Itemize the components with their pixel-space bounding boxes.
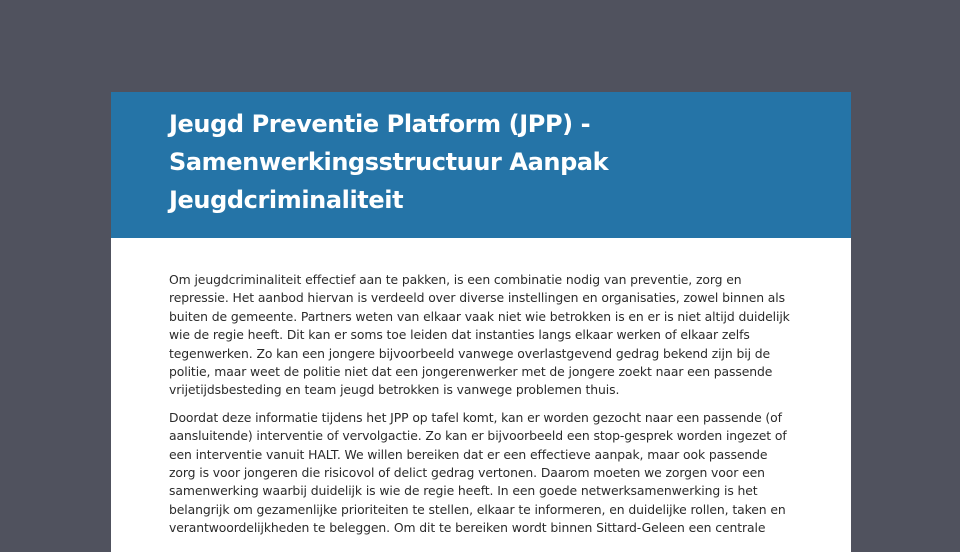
paragraph-intro: Om jeugdcriminaliteit effectief aan te pakken, is een combinatie nodig van preventie, zorg en repressie. Het aanbod hiervan is verdeeld over diverse instellingen en organisaties, zowel binnen als buiten de gemeente. Partners weten van elkaar vaak niet wie betrokken is en er is niet altijd duidelijk wie de regie heeft. Dit kan er soms toe leiden dat instanties langs elkaar werken of elkaar zelfs tegenwerken. Zo kan een jongere bijvoorbeeld vanwege overlastgevend gedrag bekend zijn bij de politie, maar weet de politie niet dat een jongerenwerker met de jongere zoekt naar een passende vrijetijdsbesteding en team jeugd betrokken is vanwege problemen thuis. xyxy=(169,272,790,398)
article-header xyxy=(111,92,851,238)
article-title: Jeugd Preventie Platform (JPP) - Samenwerkingsstructuur Aanpak Jeugdcriminaliteit xyxy=(169,110,609,214)
article-card xyxy=(111,92,851,552)
article-body xyxy=(111,238,851,538)
paragraph-jpp: Doordat deze informatie tijdens het JPP op tafel komt, kan er worden gezocht naar een passende (of aansluitende) interventie of vervolgactie. Zo kan er bijvoorbeeld een stop-gesprek worden ingezet of een interventie vanuit HALT. We willen bereiken dat er een effectieve aanpak, maar ook passende zorg is voor jongeren die risicovol of delict gedrag vertonen. Daarom moeten we zorgen voor een samenwerking waarbij duidelijk is wie de regie heeft. In een goede netwerksamenwerking is het belangrijk om gezamenlijke prioriteiten te stellen, elkaar te informeren, en duidelijke rollen, taken en verantwoordelijkheden te beleggen. Om dit te bereiken wordt binnen Sittard-Geleen een centrale xyxy=(169,409,787,536)
